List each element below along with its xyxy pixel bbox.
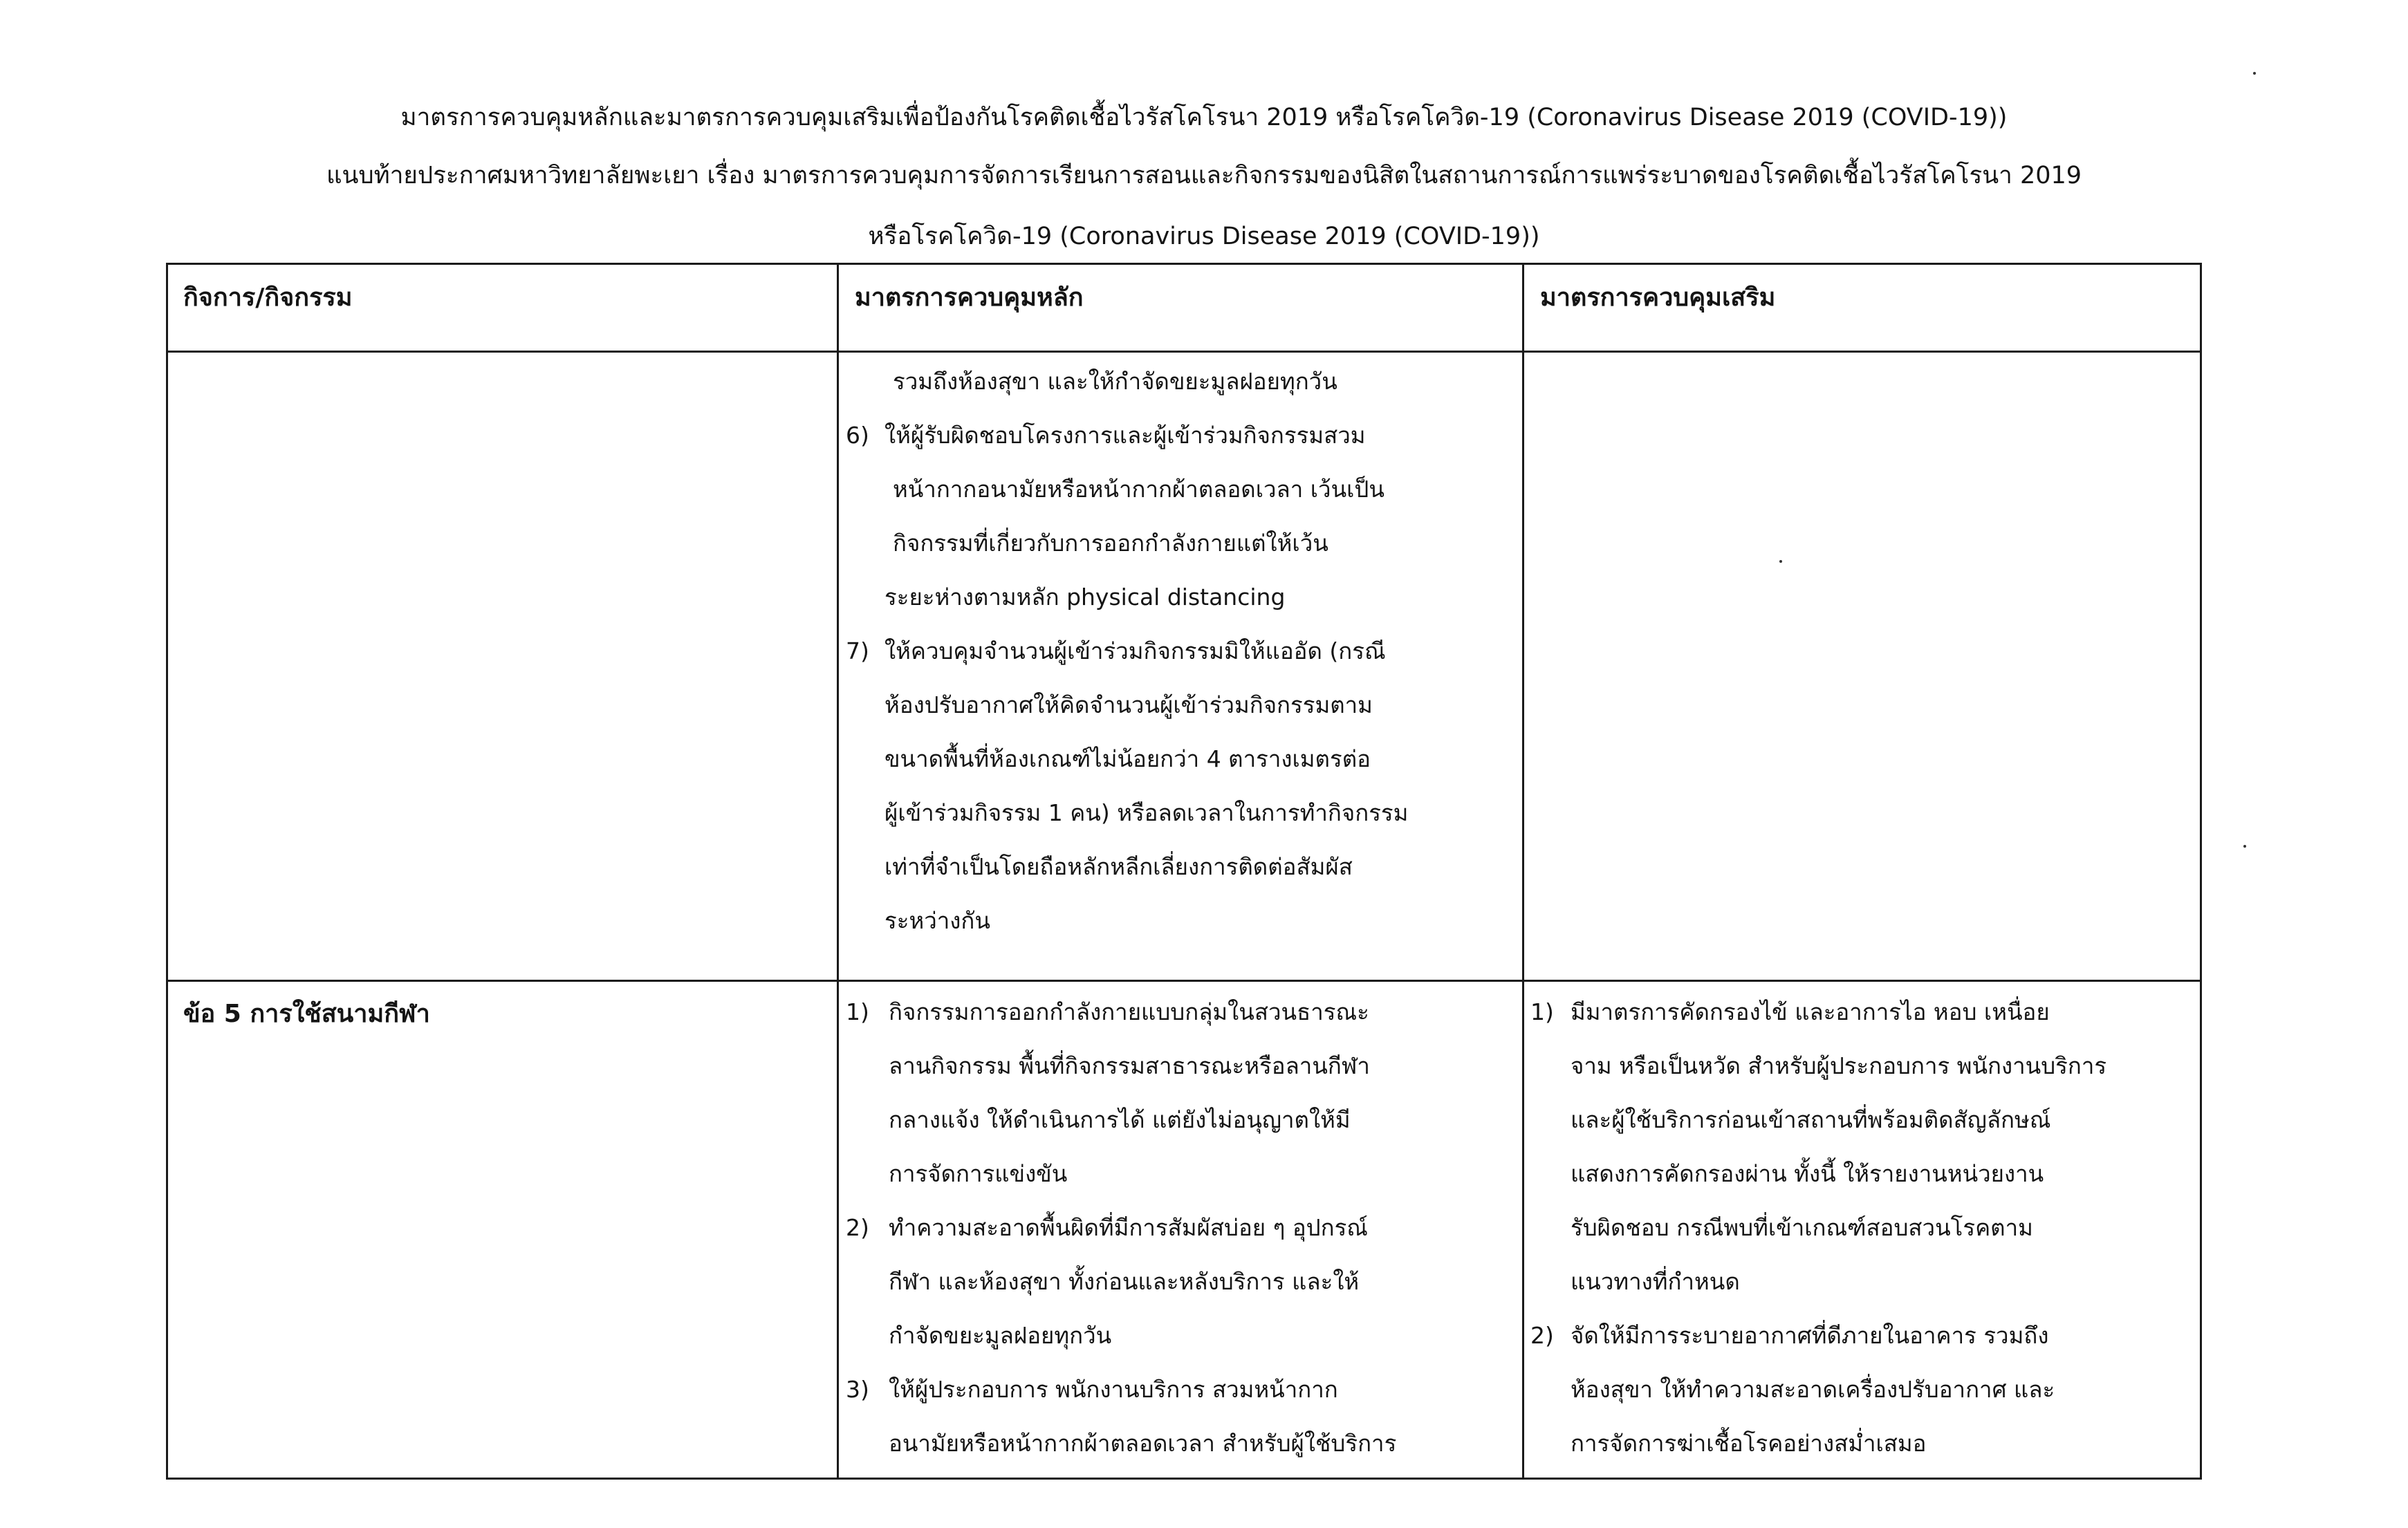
item-text: จัดให้มีการระบายอากาศที่ดีภายในอาคาร รวมถึง — [1571, 1322, 2049, 1349]
item-text: ทำความสะอาดพื้นผิดที่มีการสัมผัสบ่อย ๆ อุปกรณ์ — [889, 1214, 1368, 1241]
item-text: การจัดการฆ่าเชื้อโรคอย่างสม่ำเสมอ — [1571, 1430, 1927, 1457]
item-text: กลางแจ้ง ให้ดำเนินการได้ แต่ยังไม่อนุญาตให้มี — [889, 1106, 1351, 1133]
list-item — [1530, 1417, 2194, 1471]
list-item — [846, 1201, 1510, 1255]
list-item — [846, 516, 1510, 570]
list-item — [846, 355, 1510, 409]
header-row-divider — [168, 351, 2200, 353]
row2-extra-measures — [1530, 985, 2194, 1471]
item-text: อนามัยหรือหน้ากากผ้าตลอดเวลา สำหรับผู้ใช้บริการ — [889, 1430, 1397, 1457]
list-item — [846, 1093, 1510, 1147]
item-text: และผู้ใช้บริการก่อนเข้าสถานที่พร้อมติดสัญลักษณ์ — [1571, 1106, 2051, 1133]
item-text: ให้ผู้รับผิดชอบโครงการและผู้เข้าร่วมกิจกรรมสวม — [885, 422, 1366, 449]
header-activity: กิจการ/กิจกรรม — [183, 283, 353, 312]
column-divider — [1522, 265, 1524, 1478]
row2-main-measures — [846, 985, 1510, 1471]
list-item — [846, 463, 1510, 516]
list-item — [846, 1309, 1510, 1363]
item-number: 1) — [1530, 998, 1554, 1025]
item-text: การจัดการแข่งขัน — [889, 1160, 1068, 1187]
list-item — [846, 732, 1510, 786]
list-item — [1530, 985, 2194, 1039]
list-item — [1530, 1147, 2194, 1201]
item-number: 1) — [846, 998, 869, 1025]
item-text: มีมาตรการคัดกรองไข้ และอาการไอ หอบ เหนื่อย — [1571, 998, 2050, 1025]
item-text: แนวทางที่กำหนด — [1571, 1268, 1740, 1295]
item-number: 3) — [846, 1376, 869, 1403]
item-text: รับผิดชอบ กรณีพบที่เข้าเกณฑ์สอบสวนโรคตาม — [1571, 1214, 2033, 1241]
list-item — [1530, 1093, 2194, 1147]
list-item — [1530, 1039, 2194, 1093]
item-text: กิจกรรมการออกกำลังกายแบบกลุ่มในสวนธารณะ — [889, 998, 1369, 1025]
item-text: แสดงการคัดกรองผ่าน ทั้งนี้ ให้รายงานหน่วยงาน — [1571, 1160, 2044, 1187]
list-item — [1530, 1201, 2194, 1255]
item-text: ให้ผู้ประกอบการ พนักงานบริการ สวมหน้ากาก — [889, 1376, 1338, 1403]
row1-main-measures — [846, 355, 1510, 948]
document-title-line-1: มาตรการควบคุมหลักและมาตรการควบคุมเสริมเพื่อป้องกันโรคติดเชื้อไวรัสโคโรนา 2019 หรือโรคโควิด-19 (Coronavirus Disease 2019 (COVID-19)) — [400, 104, 2008, 131]
item-text: กีฬา และห้องสุขา ทั้งก่อนและหลังบริการ และให้ — [889, 1268, 1360, 1295]
list-item — [846, 624, 1510, 678]
list-item — [846, 409, 1510, 463]
item-text: ห้องสุขา ให้ทำความสะอาดเครื่องปรับอากาศ และ — [1571, 1376, 2055, 1403]
list-item — [846, 570, 1510, 624]
list-item — [846, 985, 1510, 1039]
header-extra-measures: มาตรการควบคุมเสริม — [1540, 283, 1776, 312]
item-text: หน้ากากอนามัยหรือหน้ากากผ้าตลอดเวลา เว้นเป็น — [893, 476, 1384, 503]
item-number: 2) — [846, 1214, 869, 1241]
document-title-line-3: หรือโรคโควิด-19 (Coronavirus Disease 2019 (COVID-19)) — [868, 223, 1540, 250]
list-item — [846, 786, 1510, 840]
list-item — [1530, 1309, 2194, 1363]
column-divider — [837, 265, 839, 1478]
item-text: รวมถึงห้องสุขา และให้กำจัดขยะมูลฝอยทุกวัน — [893, 368, 1337, 395]
document-title-line-2: แนบท้ายประกาศมหาวิทยาลัยพะเยา เรื่อง มาตรการควบคุมการจัดการเรียนการสอนและกิจกรรมของนิสิตในสถานการณ์การแพร่ระบาดของโรคติดเชื้อไวรัสโคโรนา 2019 — [326, 162, 2082, 189]
item-text: ลานกิจกรรม พื้นที่กิจกรรมสาธารณะหรือลานกีฬา — [889, 1052, 1370, 1079]
list-item — [846, 678, 1510, 732]
list-item — [1530, 1255, 2194, 1309]
list-item — [846, 1417, 1510, 1471]
scan-speck — [1779, 560, 1782, 563]
list-item — [846, 1147, 1510, 1201]
row-divider — [168, 980, 2200, 982]
list-item — [846, 1255, 1510, 1309]
item-number: 7) — [846, 637, 869, 664]
item-number: 6) — [846, 422, 869, 449]
measures-table — [166, 263, 2202, 1480]
scan-speck — [2253, 72, 2256, 75]
item-number: 2) — [1530, 1322, 1554, 1349]
item-text: ห้องปรับอากาศให้คิดจำนวนผู้เข้าร่วมกิจกรรมตาม — [885, 691, 1373, 718]
item-text: ผู้เข้าร่วมกิจรรม 1 คน) หรือลดเวลาในการทำกิจกรรม — [885, 799, 1409, 826]
item-text: กิจกรรมที่เกี่ยวกับการออกกำลังกายแต่ให้เว้น — [893, 530, 1328, 557]
item-text: ขนาดพื้นที่ห้องเกณฑ์ไม่น้อยกว่า 4 ตารางเมตรต่อ — [885, 745, 1371, 772]
item-text: ให้ควบคุมจำนวนผู้เข้าร่วมกิจกรรมมิให้แออัด (กรณี — [885, 637, 1386, 664]
list-item — [846, 840, 1510, 894]
list-item — [846, 894, 1510, 948]
row2-activity: ข้อ 5 การใช้สนามกีฬา — [183, 1000, 430, 1028]
item-text: เท่าที่จำเป็นโดยถือหลักหลีกเลี่ยงการติดต่อสัมผัส — [885, 853, 1353, 880]
list-item — [1530, 1363, 2194, 1417]
scan-speck — [2243, 845, 2246, 848]
list-item — [846, 1039, 1510, 1093]
item-text: ระหว่างกัน — [885, 907, 990, 934]
header-main-measures: มาตรการควบคุมหลัก — [855, 283, 1084, 312]
list-item — [846, 1363, 1510, 1417]
item-text: กำจัดขยะมูลฝอยทุกวัน — [889, 1322, 1112, 1349]
item-text: ระยะห่างตามหลัก physical distancing — [885, 584, 1286, 611]
item-text: จาม หรือเป็นหวัด สำหรับผู้ประกอบการ พนักงานบริการ — [1571, 1052, 2107, 1079]
